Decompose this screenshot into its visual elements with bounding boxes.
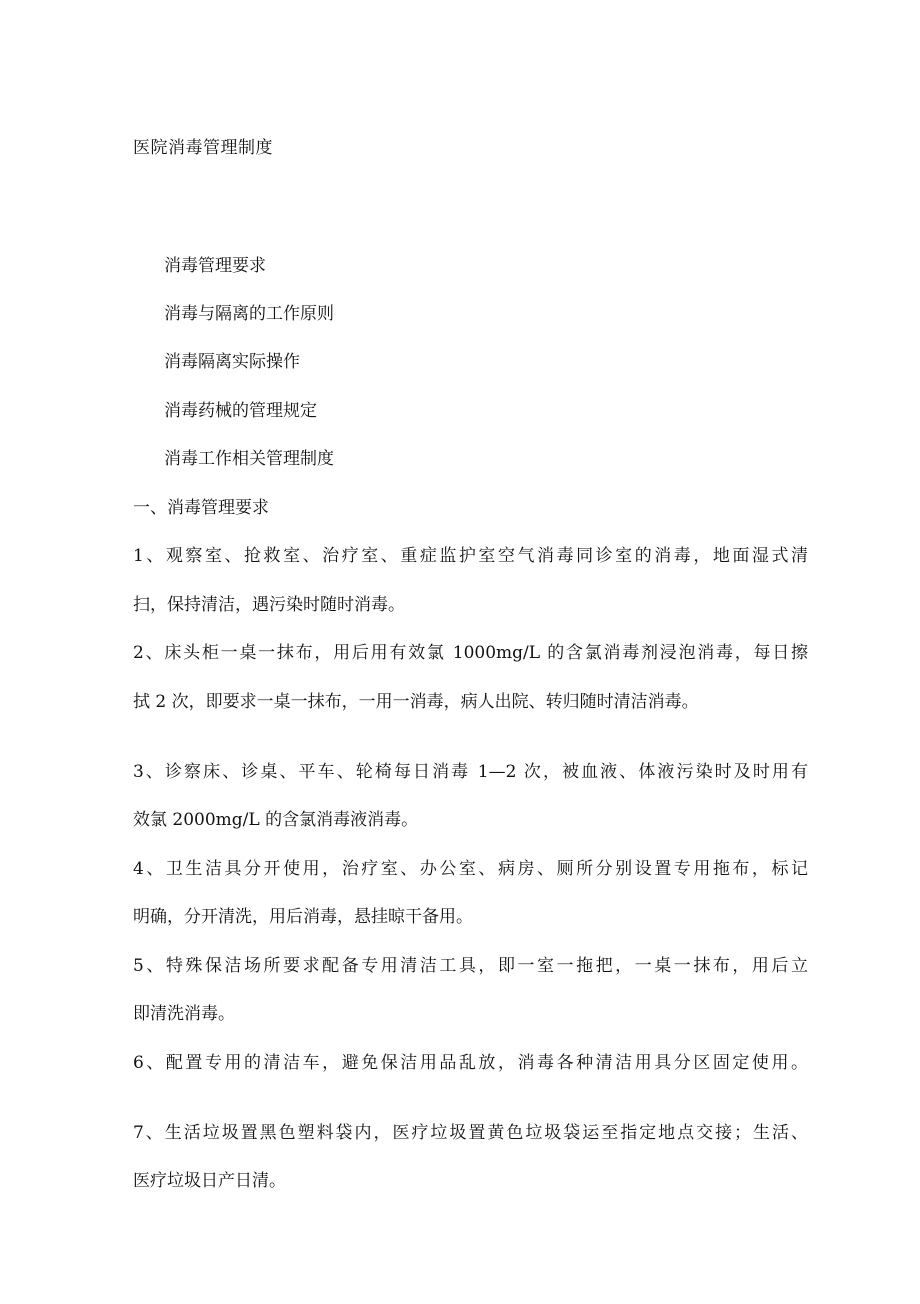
paragraph-1-line-1: 1、观察室、抢救室、治疗室、重症监护室空气消毒同诊室的消毒，地面湿式清 [133,546,808,566]
toc-item-4: 消毒药械的管理规定 [164,401,317,421]
toc-item-1: 消毒管理要求 [164,256,266,276]
paragraph-3-line-2: 效氯 2000mg/L 的含氯消毒液消毒。 [133,810,419,830]
toc-item-2: 消毒与隔离的工作原则 [164,304,334,324]
paragraph-3-line-1: 3、诊察床、诊桌、平车、轮椅每日消毒 1—2 次，被血液、体液污染时及时用有 [133,762,808,782]
toc-item-5: 消毒工作相关管理制度 [164,449,334,469]
section-heading: 一、消毒管理要求 [133,498,269,518]
paragraph-1-line-2: 扫，保持清洁，遇污染时随时消毒。 [133,595,405,615]
paragraph-5-line-2: 即清洗消毒。 [133,1004,235,1024]
paragraph-6-line-1: 6、配置专用的清洁车，避免保洁用品乱放，消毒各种清洁用具分区固定使用。 [133,1053,808,1073]
document-title: 医院消毒管理制度 [133,138,273,158]
paragraph-4-line-2: 明确，分开清洗，用后消毒，悬挂晾干备用。 [133,907,473,927]
toc-item-3: 消毒隔离实际操作 [164,352,300,372]
paragraph-5-line-1: 5、特殊保洁场所要求配备专用清洁工具，即一室一拖把，一桌一抹布，用后立 [133,956,808,976]
paragraph-4-line-1: 4、卫生洁具分开使用，治疗室、办公室、病房、厕所分别设置专用拖布，标记 [133,859,808,879]
paragraph-7-line-1: 7、生活垃圾置黑色塑料袋内，医疗垃圾置黄色垃圾袋运至指定地点交接；生活、 [133,1123,808,1143]
paragraph-7-line-2: 医疗垃圾日产日清。 [133,1171,286,1191]
paragraph-2-line-1: 2、床头柜一桌一抹布，用后用有效氯 1000mg/L 的含氯消毒剂浸泡消毒，每日擦 [133,643,808,663]
paragraph-2-line-2: 拭 2 次，即要求一桌一抹布，一用一消毒，病人出院、转归随时清洁消毒。 [133,692,699,712]
